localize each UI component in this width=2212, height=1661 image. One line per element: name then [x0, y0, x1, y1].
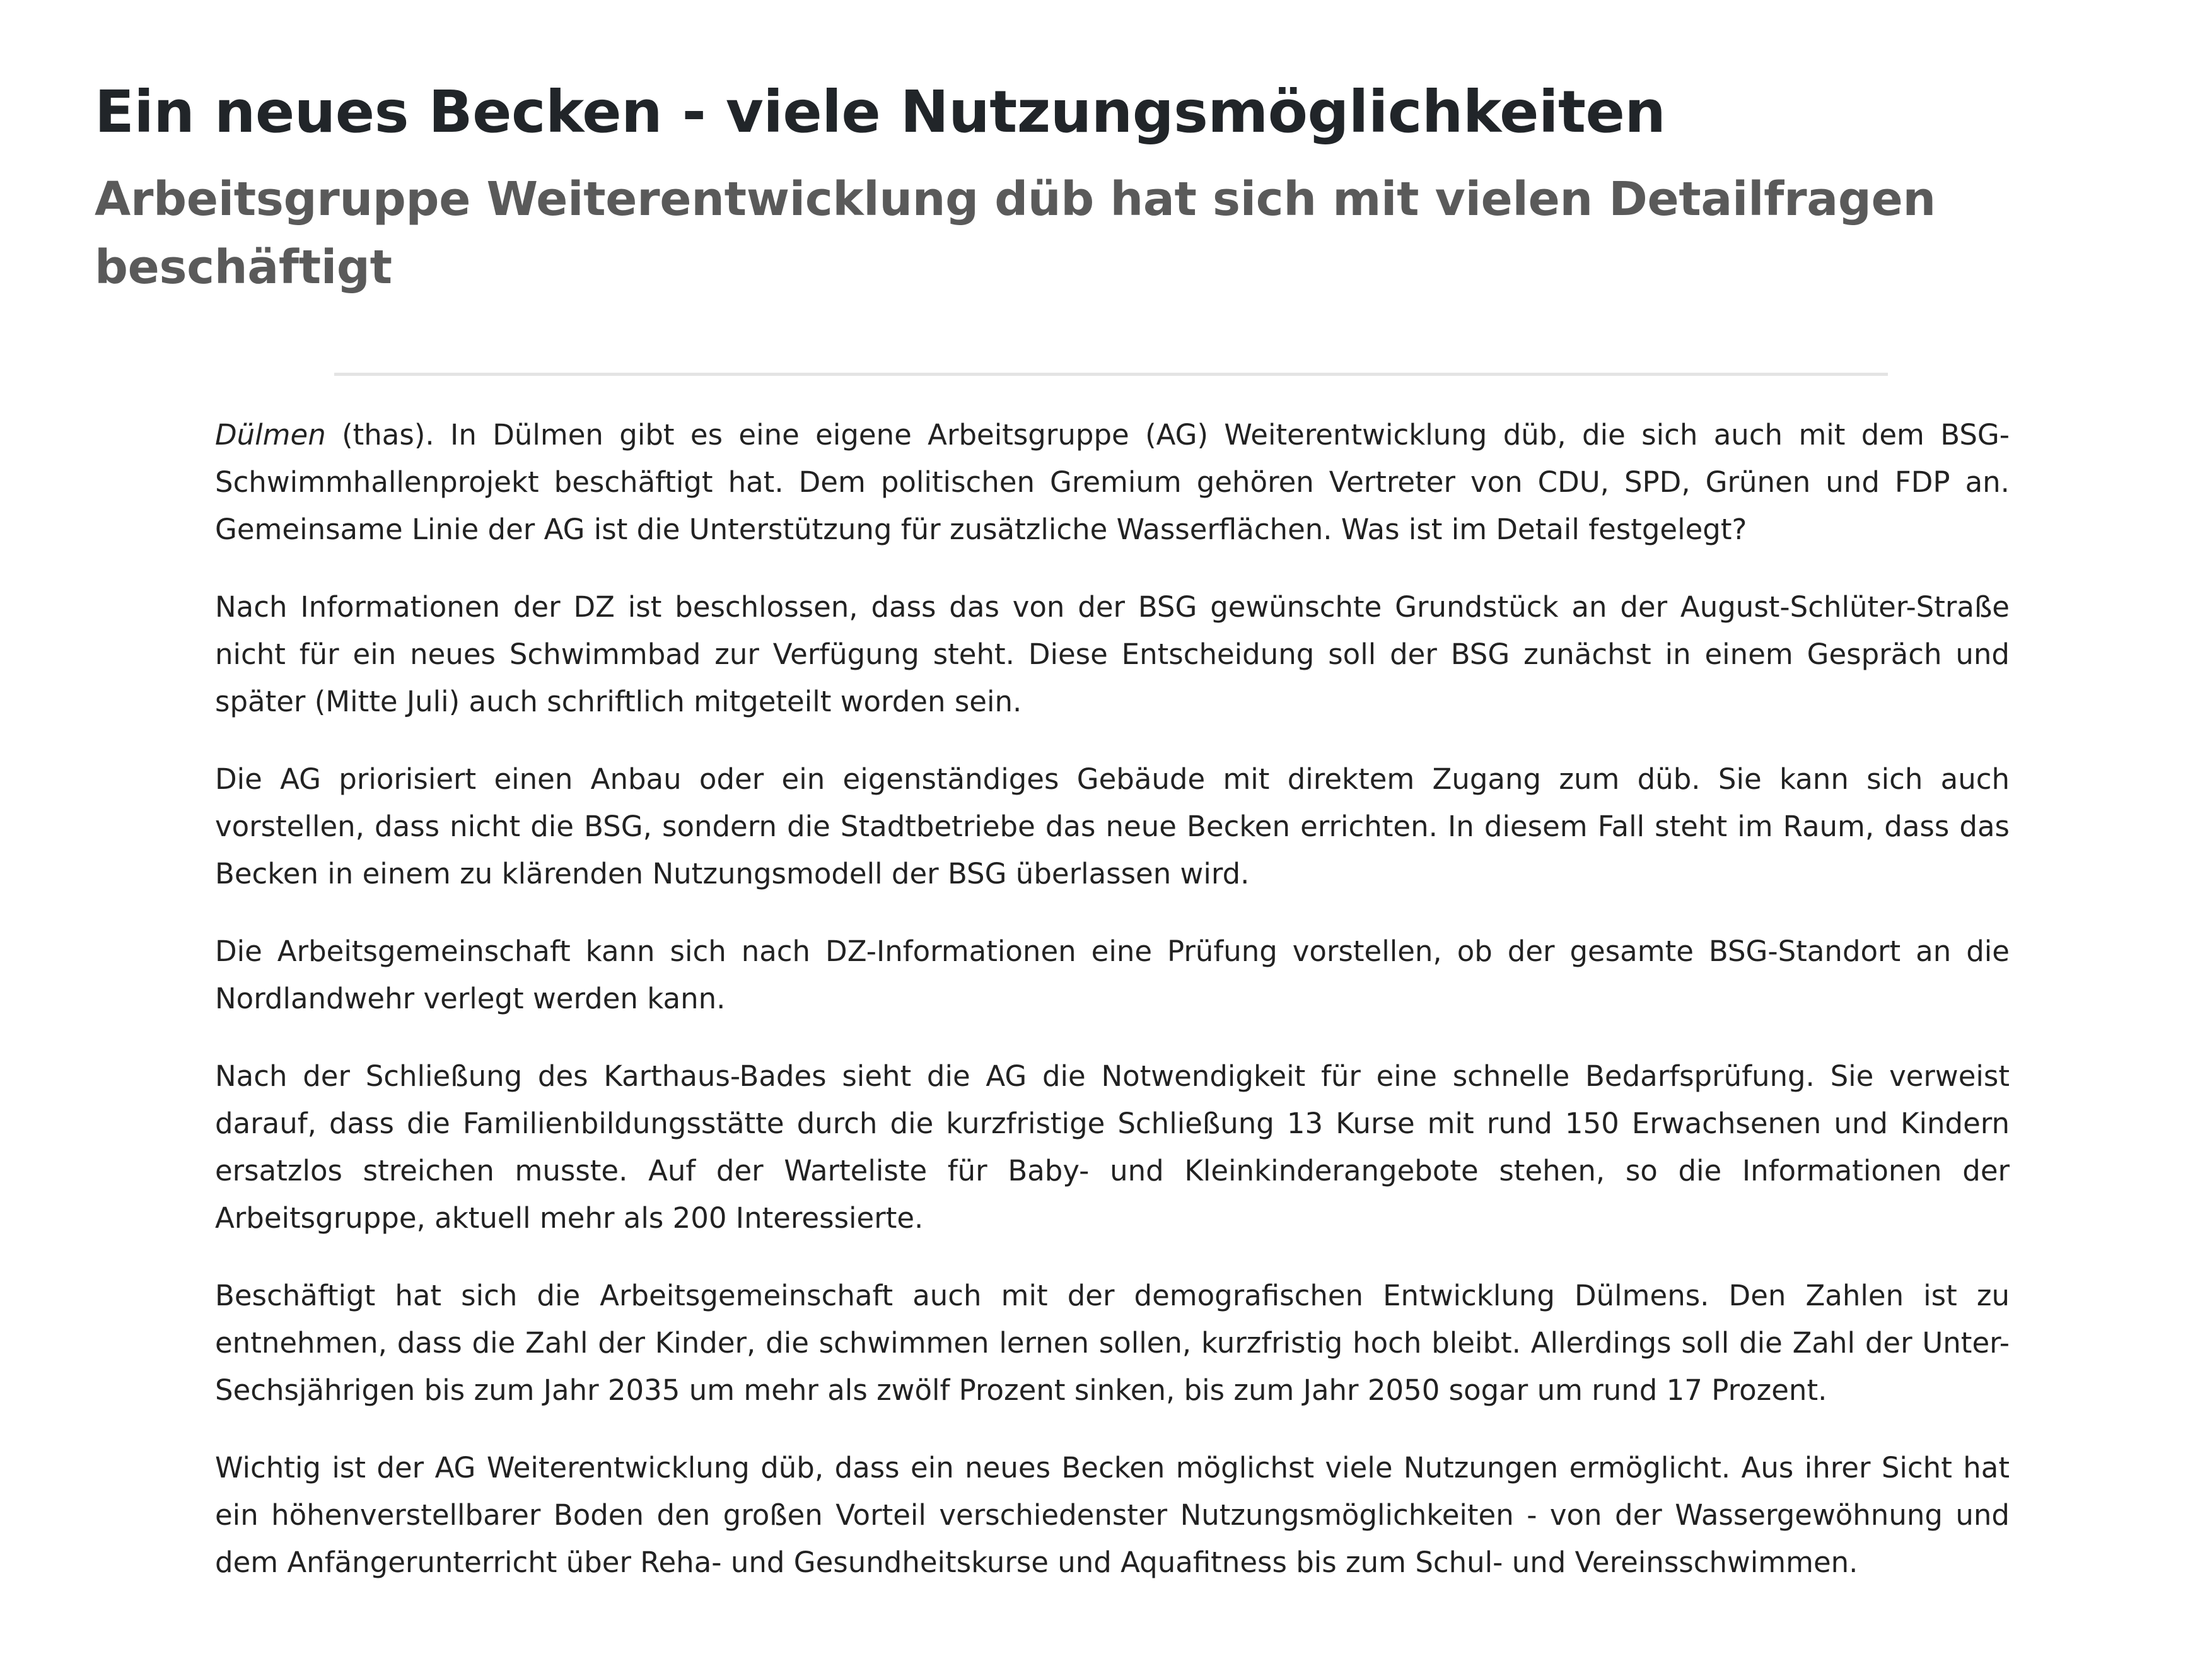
article-paragraph: Nach Informationen der DZ ist beschlossen, dass das von der BSG gewünschte Grundstück an der August-Schlüter-Straße nicht für ein neues Schwimmbad zur Verfügung steht. Diese Entscheidung soll der BSG zunächst in einem Gespräch und später (Mitte Juli) auch schriftlich mitgeteilt worden sein.	[215, 590, 2010, 718]
article-paragraph: Nach der Schließung des Karthaus-Bades sieht die AG die Notwendigkeit für eine schnelle Bedarfsprüfung. Sie verweist darauf, dass die Familienbildungsstätte durch die kurzfristige Schließung 13 Kurse mit rund 150 Erwachsenen und Kindern ersatzlos streichen musste. Auf der Warteliste für Baby- und Kleinkinderangebote stehen, so die Informationen der Arbeitsgruppe, aktuell mehr als 200 Interessierte.	[215, 1059, 2010, 1235]
article-paragraph: Die Arbeitsgemeinschaft kann sich nach DZ-Informationen eine Prüfung vorstellen, ob der gesamte BSG-Standort an die Nordlandwehr verlegt werden kann.	[215, 935, 2010, 1015]
article-paragraph	[215, 411, 2010, 553]
article-paragraph: Die AG priorisiert einen Anbau oder ein eigenständiges Gebäude mit direktem Zugang zum düb. Sie kann sich auch vorstellen, dass nicht die BSG, sondern die Stadtbetriebe das neue Becken errichten. In diesem Fall steht im Raum, dass das Becken in einem zu klärenden Nutzungsmodell der BSG überlassen wird.	[215, 762, 2010, 890]
headline: Ein neues Becken - viele Nutzungsmöglichkeiten	[95, 78, 1666, 146]
paragraph-text: (thas). In Dülmen gibt es eine eigene Arbeitsgruppe (AG) Weiterentwicklung düb, die sich auch mit dem BSG-Schwimmhallenprojekt beschäftigt hat. Dem politischen Gremium gehören Vertreter von CDU, SPD, Grünen und FDP an. Gemeinsame Linie der AG ist die Unterstützung für zusätzliche Wasserflächen. Was ist im Detail festgelegt?	[215, 418, 2010, 546]
article-paragraph: Wichtig ist der AG Weiterentwicklung düb, dass ein neues Becken möglichst viele Nutzungen ermöglicht. Aus ihrer Sicht hat ein höhenverstellbarer Boden den großen Vorteil verschiedenster Nutzungsmöglichkeiten - von der Wassergewöhnung und dem Anfängerunterricht über Reha- und Gesundheitskurse und Aquafitness bis zum Schul- und Vereinsschwimmen.	[215, 1451, 2010, 1579]
article-body	[215, 411, 2010, 1616]
article-paragraph: Beschäftigt hat sich die Arbeitsgemeinschaft auch mit der demografischen Entwicklung Dülmens. Den Zahlen ist zu entnehmen, dass die Zahl der Kinder, die schwimmen lernen sollen, kurzfristig hoch bleibt. Allerdings soll die Zahl der Unter-Sechsjährigen bis zum Jahr 2035 um mehr als zwölf Prozent sinken, bis zum Jahr 2050 sogar um rund 17 Prozent.	[215, 1279, 2010, 1407]
divider	[334, 373, 1888, 376]
subheadline: Arbeitsgruppe Weiterentwicklung düb hat sich mit vielen Detailfragen beschäftigt	[95, 172, 1936, 294]
dateline: Dülmen	[215, 418, 326, 452]
